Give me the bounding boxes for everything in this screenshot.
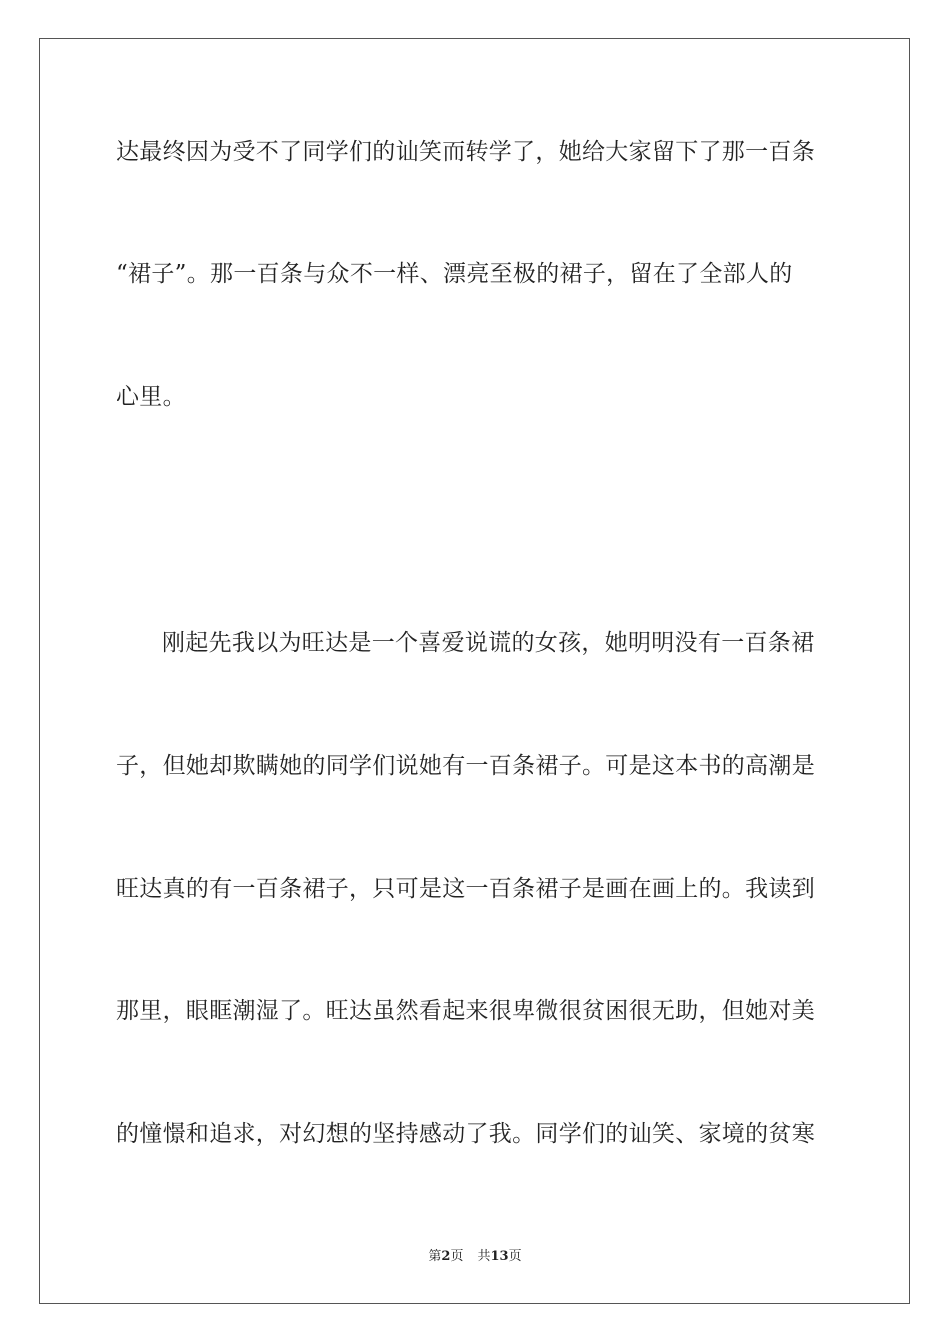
page-border — [39, 38, 910, 1304]
paragraph-line: 子，但她却欺瞒她的同学们说她有一百条裙子。可是这本书的高潮是 — [116, 753, 815, 779]
page-prefix: 第 — [428, 1249, 442, 1264]
total-pages: 13 — [490, 1249, 509, 1264]
paragraph-line: 达最终因为受不了同学们的讪笑而转学了，她给大家留下了那一百条 — [116, 139, 815, 165]
paragraph-line: 旺达真的有一百条裙子，只可是这一百条裙子是画在画上的。我读到 — [116, 876, 815, 902]
total-unit: 页 — [508, 1249, 522, 1264]
total-prefix: 共 — [477, 1249, 491, 1264]
paragraph-line: “裙子”。那一百条与众不一样、漂亮至极的裙子，留在了全部人的 — [116, 261, 793, 287]
paragraph-line: 那里，眼眶潮湿了。旺达虽然看起来很卑微很贫困很无助，但她对美 — [116, 998, 815, 1024]
page-number: 2 — [441, 1249, 451, 1264]
page-unit: 页 — [450, 1249, 464, 1264]
paragraph-line: 心里。 — [116, 384, 186, 410]
page-footer — [0, 1249, 950, 1265]
paragraph-line: 刚起先我以为旺达是一个喜爱说谎的女孩，她明明没有一百条裙 — [162, 630, 815, 656]
paragraph-line: 的憧憬和追求，对幻想的坚持感动了我。同学们的讪笑、家境的贫寒 — [116, 1121, 815, 1147]
